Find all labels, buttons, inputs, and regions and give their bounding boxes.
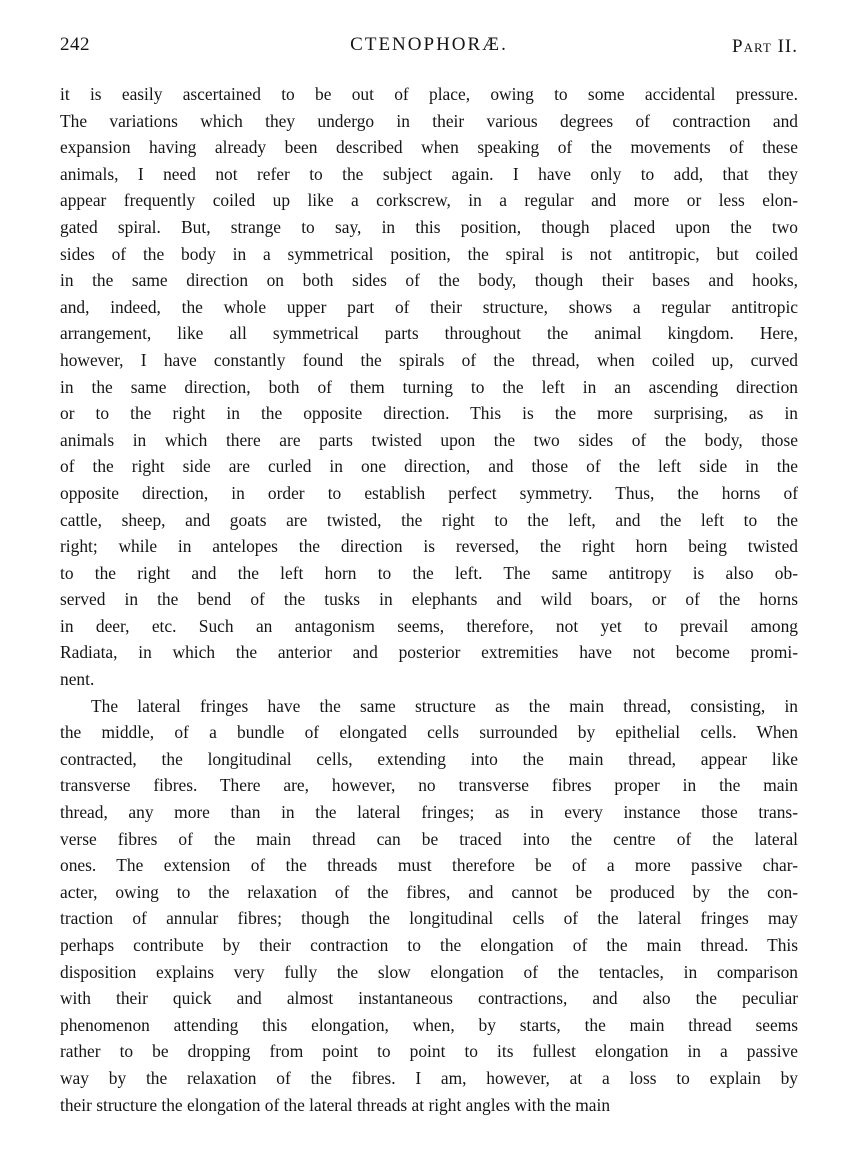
- text-line: Radiata, in which the anterior and posterior extremities have not become promi-: [60, 642, 798, 663]
- text-line: contracted, the longitudinal cells, extending into the main thread, appear like: [60, 748, 798, 769]
- body-text: [60, 81, 798, 1118]
- text-line: disposition explains very fully the slow elongation of the tentacles, in comparison: [60, 961, 798, 982]
- text-line: the middle, of a bundle of elongated cells surrounded by epithelial cells. When: [60, 722, 798, 743]
- part-label: Part II.: [732, 36, 798, 57]
- text-line: however, I have constantly found the spirals of the thread, when coiled up, curved: [60, 349, 798, 370]
- text-line: sides of the body in a symmetrical position, the spiral is not antitropic, but coiled: [60, 243, 798, 264]
- text-line: in the same direction, both of them turning to the left in an ascending direction: [60, 376, 798, 397]
- text-line: The lateral fringes have the same structure as the main thread, consisting, in: [91, 695, 798, 716]
- text-line: The variations which they undergo in their various degrees of contraction and: [60, 110, 798, 131]
- text-line: opposite direction, in order to establish perfect symmetry. Thus, the horns of: [60, 482, 798, 503]
- text-line: perhaps contribute by their contraction to the elongation of the main thread. This: [60, 935, 798, 955]
- text-line: expansion having already been described when speaking of the movements of these: [60, 137, 798, 158]
- text-line: nent.: [60, 669, 95, 690]
- text-line: acter, owing to the relaxation of the fibres, and cannot be produced by the con-: [60, 881, 798, 902]
- text-line: or to the right in the opposite direction. This is the more surprising, as in: [60, 403, 798, 424]
- text-line: transverse fibres. There are, however, no transverse fibres proper in the main: [60, 775, 798, 796]
- page-number: 242: [60, 34, 90, 55]
- text-line: their structure the elongation of the lateral threads at right angles with the main: [60, 1094, 611, 1115]
- text-line: traction of annular fibres; though the longitudinal cells of the lateral fringes may: [60, 908, 798, 929]
- text-line: arrangement, like all symmetrical parts throughout the animal kingdom. Here,: [60, 323, 798, 344]
- text-line: it is easily ascertained to be out of place, owing to some accidental pressure.: [60, 84, 798, 104]
- text-line: animals, I need not refer to the subject again. I have only to add, that they: [60, 163, 798, 184]
- text-line: to the right and the left horn to the left. The same antitropy is also ob-: [60, 562, 798, 583]
- text-line: appear frequently coiled up like a corkscrew, in a regular and more or less elon-: [60, 190, 798, 211]
- text-line: phenomenon attending this elongation, when, by starts, the main thread seems: [60, 1014, 798, 1035]
- text-line: served in the bend of the tusks in elephants and wild boars, or of the horns: [60, 589, 798, 610]
- running-title: CTENOPHORÆ.: [350, 34, 508, 55]
- paragraph: [60, 81, 798, 693]
- text-line: ones. The extension of the threads must therefore be of a more passive char-: [60, 855, 798, 876]
- text-line: way by the relaxation of the fibres. I am, however, at a loss to explain by: [60, 1067, 798, 1088]
- text-line: right; while in antelopes the direction is reversed, the right horn being twisted: [60, 536, 798, 557]
- text-line: thread, any more than in the lateral fringes; as in every instance those trans-: [60, 802, 798, 823]
- text-line: animals in which there are parts twisted upon the two sides of the body, those: [60, 429, 798, 450]
- text-line: verse fibres of the main thread can be traced into the centre of the lateral: [60, 828, 798, 849]
- text-line: cattle, sheep, and goats are twisted, the right to the left, and the left to the: [60, 509, 798, 530]
- text-line: in the same direction on both sides of the body, though their bases and hooks,: [60, 270, 798, 291]
- text-line: with their quick and almost instantaneous contractions, and also the peculiar: [60, 988, 798, 1009]
- text-line: and, indeed, the whole upper part of their structure, shows a regular antitropic: [60, 296, 798, 317]
- text-line: in deer, etc. Such an antagonism seems, therefore, not yet to prevail among: [60, 615, 798, 636]
- text-line: gated spiral. But, strange to say, in this position, though placed upon the two: [60, 216, 798, 237]
- paragraph: [60, 693, 798, 1119]
- text-line: rather to be dropping from point to point to its fullest elongation in a passive: [60, 1041, 798, 1062]
- text-line: of the right side are curled in one direction, and those of the left side in the: [60, 456, 798, 477]
- running-head: [60, 34, 798, 64]
